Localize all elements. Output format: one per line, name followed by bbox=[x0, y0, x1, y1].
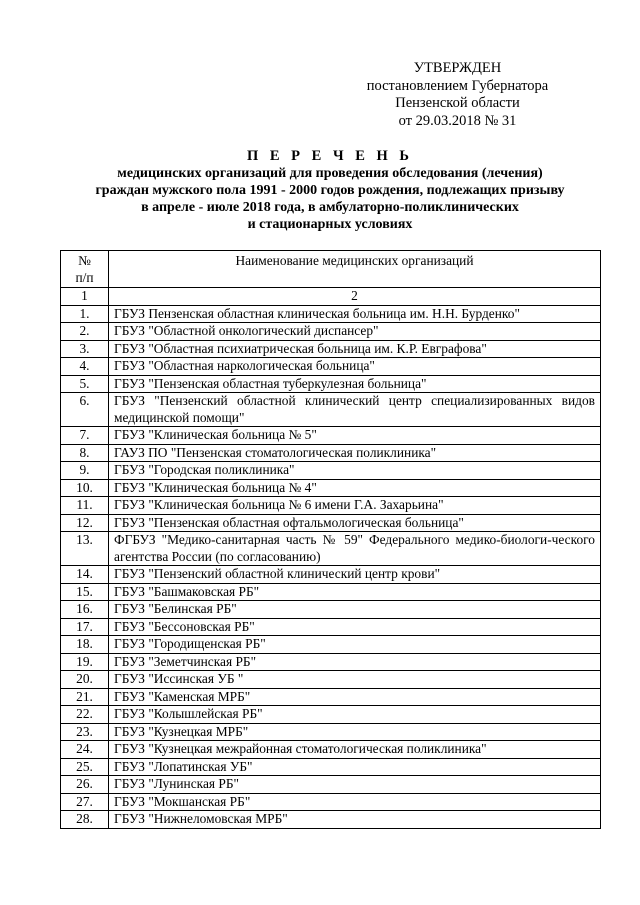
row-number: 1. bbox=[61, 305, 109, 323]
num-header-line1: № bbox=[78, 253, 91, 268]
approval-line: Пензенской области bbox=[395, 95, 520, 111]
table-row bbox=[61, 340, 601, 358]
organization-name: ГБУЗ "Пензенская областная офтальмологическая больница" bbox=[109, 514, 601, 532]
organization-name: ГБУЗ "Клиническая больница № 6 имени Г.А. Захарьина" bbox=[109, 497, 601, 515]
row-number: 12. bbox=[61, 514, 109, 532]
column-number-row bbox=[61, 288, 601, 306]
table-row bbox=[61, 462, 601, 480]
organization-name: ГБУЗ "Лопатинская УБ" bbox=[109, 758, 601, 776]
organization-name: ГБУЗ "Мокшанская РБ" bbox=[109, 793, 601, 811]
table-row bbox=[61, 358, 601, 376]
table-row bbox=[61, 305, 601, 323]
approval-line: постановлением Губернатора bbox=[366, 77, 549, 94]
organization-name: ГБУЗ "Кузнецкая МРБ" bbox=[109, 723, 601, 741]
row-number: 21. bbox=[61, 688, 109, 706]
num-column-header bbox=[61, 251, 109, 288]
organization-name: ФГБУЗ "Медико-санитарная часть № 59" Федерального медико-биологи-ческого агентства России (по согласованию) bbox=[109, 532, 601, 566]
table-row bbox=[61, 671, 601, 689]
row-number: 8. bbox=[61, 444, 109, 462]
row-number: 18. bbox=[61, 636, 109, 654]
table-row bbox=[61, 618, 601, 636]
row-number: 23. bbox=[61, 723, 109, 741]
organization-name: ГБУЗ "Лунинская РБ" bbox=[109, 776, 601, 794]
row-number: 20. bbox=[61, 671, 109, 689]
table-row bbox=[61, 776, 601, 794]
table-row bbox=[61, 375, 601, 393]
document-title bbox=[60, 148, 600, 233]
table-row bbox=[61, 653, 601, 671]
row-number: 27. bbox=[61, 793, 109, 811]
organization-name: ГБУЗ "Областная наркологическая больница" bbox=[109, 358, 601, 376]
table-row bbox=[61, 323, 601, 341]
title-line: и стационарных условиях bbox=[247, 217, 413, 232]
row-number: 25. bbox=[61, 758, 109, 776]
organization-name: ГБУЗ "Областной онкологический диспансер" bbox=[109, 323, 601, 341]
table-row bbox=[61, 793, 601, 811]
row-number: 6. bbox=[61, 393, 109, 427]
row-number: 7. bbox=[61, 427, 109, 445]
row-number: 14. bbox=[61, 566, 109, 584]
row-number: 2. bbox=[61, 323, 109, 341]
column-number-1: 1 bbox=[61, 288, 109, 306]
row-number: 26. bbox=[61, 776, 109, 794]
organization-name: ГБУЗ "Пензенский областной клинический центр специализированных видов медицинской помощи" bbox=[109, 393, 601, 427]
row-number: 11. bbox=[61, 497, 109, 515]
organization-name: ГБУЗ "Земетчинская РБ" bbox=[109, 653, 601, 671]
row-number: 19. bbox=[61, 653, 109, 671]
organizations-table bbox=[60, 250, 601, 829]
table-row bbox=[61, 741, 601, 759]
organization-name: ГБУЗ "Городская поликлиника" bbox=[109, 462, 601, 480]
name-column-header: Наименование медицинских организаций bbox=[109, 251, 601, 288]
table-header-row bbox=[61, 251, 601, 288]
organization-name: ГБУЗ "Городищенская РБ" bbox=[109, 636, 601, 654]
table-row bbox=[61, 444, 601, 462]
organization-name: ГБУЗ "Белинская РБ" bbox=[109, 601, 601, 619]
table-row bbox=[61, 723, 601, 741]
row-number: 22. bbox=[61, 706, 109, 724]
table-row bbox=[61, 479, 601, 497]
organization-name: ГБУЗ "Клиническая больница № 5" bbox=[109, 427, 601, 445]
table-row bbox=[61, 514, 601, 532]
table-row bbox=[61, 811, 601, 829]
organization-name: ГБУЗ "Кузнецкая межрайонная стоматологическая поликлиника" bbox=[109, 741, 601, 759]
organization-name: ГБУЗ "Областная психиатрическая больница им. К.Р. Евграфова" bbox=[109, 340, 601, 358]
table-row bbox=[61, 706, 601, 724]
column-number-2: 2 bbox=[109, 288, 601, 306]
table-row bbox=[61, 566, 601, 584]
row-number: 9. bbox=[61, 462, 109, 480]
row-number: 28. bbox=[61, 811, 109, 829]
organization-name: ГБУЗ "Иссинская УБ " bbox=[109, 671, 601, 689]
title-heading: П Е Р Е Ч Е Н Ь bbox=[246, 148, 414, 164]
organization-name: ГБУЗ "Пензенская областная туберкулезная больница" bbox=[109, 375, 601, 393]
row-number: 15. bbox=[61, 583, 109, 601]
table-row bbox=[61, 497, 601, 515]
title-line: граждан мужского пола 1991 - 2000 годов рождения, подлежащих призыву bbox=[95, 183, 565, 198]
approval-block bbox=[350, 60, 565, 130]
table-row bbox=[61, 758, 601, 776]
num-header-line2: п/п bbox=[75, 269, 94, 285]
organization-name: ГБУЗ "Каменская МРБ" bbox=[109, 688, 601, 706]
row-number: 13. bbox=[61, 532, 109, 566]
table-row bbox=[61, 393, 601, 427]
title-line: в апреле - июле 2018 года, в амбулаторно-поликлинических bbox=[141, 200, 519, 215]
approval-line: УТВЕРЖДЕН bbox=[413, 60, 502, 76]
organization-name: ГБУЗ "Пензенский областной клинический центр крови" bbox=[109, 566, 601, 584]
row-number: 24. bbox=[61, 741, 109, 759]
row-number: 4. bbox=[61, 358, 109, 376]
organization-name: ГБУЗ "Бессоновская РБ" bbox=[109, 618, 601, 636]
organization-name: ГБУЗ "Башмаковская РБ" bbox=[109, 583, 601, 601]
table-row bbox=[61, 688, 601, 706]
organization-name: ГБУЗ "Клиническая больница № 4" bbox=[109, 479, 601, 497]
title-line: медицинских организаций для проведения обследования (лечения) bbox=[117, 166, 543, 181]
row-number: 5. bbox=[61, 375, 109, 393]
table-row bbox=[61, 601, 601, 619]
table-row bbox=[61, 427, 601, 445]
approval-line: от 29.03.2018 № 31 bbox=[398, 112, 517, 129]
table-row bbox=[61, 636, 601, 654]
row-number: 16. bbox=[61, 601, 109, 619]
organization-name: ГБУЗ "Колышлейская РБ" bbox=[109, 706, 601, 724]
row-number: 10. bbox=[61, 479, 109, 497]
organization-name: ГАУЗ ПО "Пензенская стоматологическая поликлиника" bbox=[109, 444, 601, 462]
table-row bbox=[61, 583, 601, 601]
organization-name: ГБУЗ "Нижнеломовская МРБ" bbox=[109, 811, 601, 829]
row-number: 17. bbox=[61, 618, 109, 636]
organization-name: ГБУЗ Пензенская областная клиническая больница им. Н.Н. Бурденко" bbox=[109, 305, 601, 323]
table-row bbox=[61, 532, 601, 566]
row-number: 3. bbox=[61, 340, 109, 358]
